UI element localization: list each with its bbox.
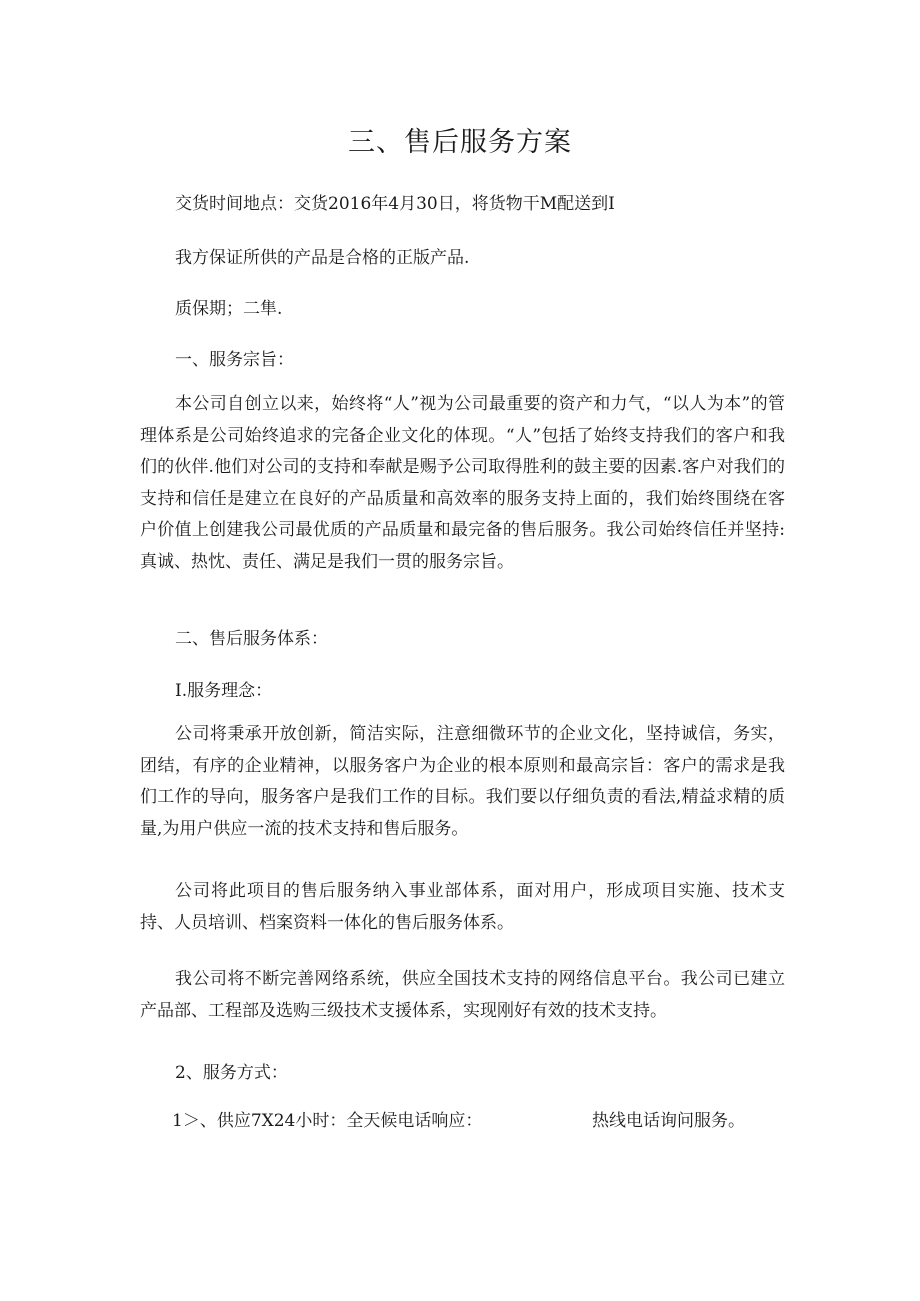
- subheading-service-philosophy: I.服务理念：: [175, 681, 273, 701]
- section-heading-service-purpose: 一、服务宗旨：: [175, 350, 294, 370]
- delivery-line: 交货时间地点：交货2016年4月30日，将货物干M配送到I: [175, 194, 615, 214]
- subheading-service-method: 2、服务方式：: [175, 1063, 288, 1083]
- guarantee-line: 我方保证所供的产品是合格的正版产品.: [175, 248, 470, 268]
- section-heading-after-sales-system: 二、售后服务体系：: [175, 629, 328, 649]
- warranty-line: 质保期；二隼.: [175, 299, 283, 319]
- page-title: 三、售后服务方案: [348, 127, 572, 158]
- paragraph-after-sales-structure: 公司将此项目的售后服务纳入事业部体系，面对用户，形成项目实施、技术支持、人员培训、档案资料一体化的售后服务体系。: [140, 881, 785, 933]
- paragraph-technical-support: 我公司将不断完善网络系统，供应全国技术支持的网络信息平台。我公司已建立产品部、工程部及选购三级技术支援体系，实现刚好有效的技术支持。: [140, 969, 785, 1021]
- paragraph-service-philosophy: 公司将秉承开放创新，简洁实际，注意细微环节的企业文化，坚持诚信，务实，团结，有序的企业精神，以服务客户为企业的根本原则和最高宗旨：客户的需求是我们工作的导向，服务客户是我们工作的目标。我们要以仔细负责的看法,精益求精的质量,为用户供应一流的技术支持和售后服务。: [140, 724, 785, 839]
- paragraph-service-purpose: 本公司自创立以来，始终将“人”视为公司最重要的资产和力气，“以人为本”的管理体系是公司始终追求的完备企业文化的体现。“人”包括了始终支持我们的客户和我们的伙伴.他们对公司的支持和奉献是赐予公司取得胜利的鼓主要的因素.客户对我们的支持和信任是建立在良好的产品质量和高效率的服务支持上面的，我们始终围绕在客户价值上创建我公司最优质的产品质量和最完备的售后服务。我公司始终信任并坚持:真诚、热忱、责任、满足是我们一贯的服务宗旨。: [140, 394, 785, 572]
- service-item-1-label: 1＞、供应7X24小时：全天候电话响应：: [172, 1111, 483, 1131]
- service-item-1-detail: 热线电话询问服务。: [592, 1111, 745, 1131]
